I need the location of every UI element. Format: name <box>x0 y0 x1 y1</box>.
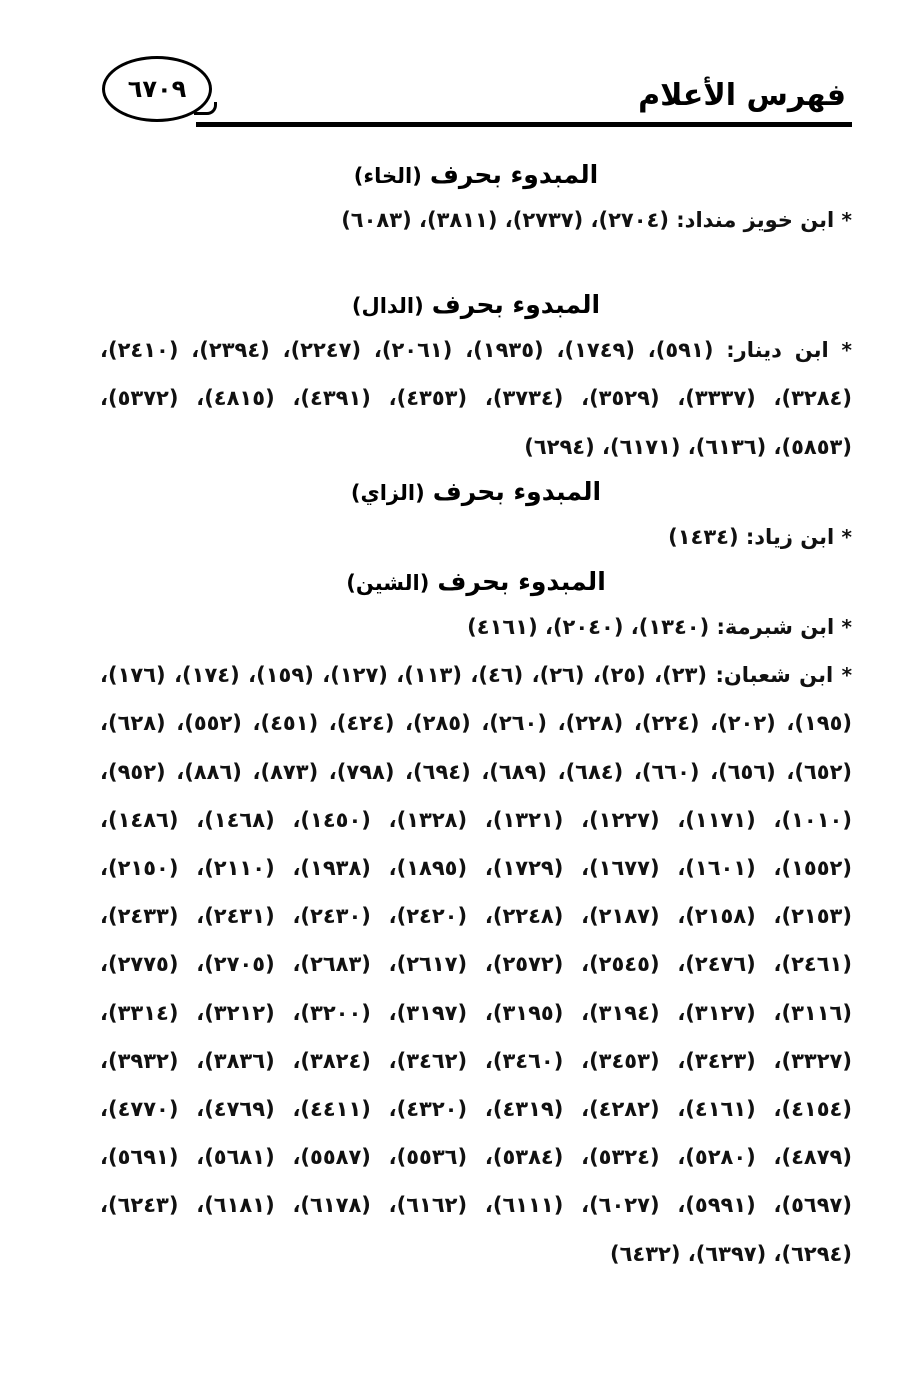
section-zay <box>100 471 852 561</box>
section-heading <box>100 561 852 603</box>
section-spacer <box>100 244 852 284</box>
section-heading <box>100 471 852 513</box>
entry-text: ابن دينار: (٥٩١)، (١٧٤٩)، (١٩٣٥)، (٢٠٦١)، (٢٢٤٧)، (٢٣٩٤)، (٢٤١٠)، (٣٢٨٤)، (٣٣٣٧)، (٣٥٢٩)، (٣٧٣٤)، (٤٣٥٣)، (٤٣٩١)، (٤٨١٥)، (٥٣٧٢)، (٥٨٥٣)، (٦١٣٦)، (٦١٧١)، (٦٢٩٤) <box>100 338 852 459</box>
entry-star-marker: * <box>841 524 852 549</box>
index-entry <box>100 603 852 651</box>
index-entry <box>100 196 852 244</box>
entry-text: ابن خويز منداد: (٢٧٠٤)، (٢٧٣٧)، (٣٨١١)، (٦٠٨٣) <box>341 208 835 232</box>
page-number-frame-tail <box>194 102 217 115</box>
entry-text: ابن شبرمة: (١٣٤٠)، (٢٠٤٠)، (٤١٦١) <box>467 615 835 640</box>
section-heading <box>100 284 852 326</box>
page-number-frame <box>102 56 212 122</box>
index-content <box>100 150 852 1278</box>
entry-star-marker: * <box>841 338 852 363</box>
section-dal <box>100 284 852 471</box>
entry-star-marker: * <box>841 663 853 688</box>
section-heading-main: المبدوء بحرف <box>432 476 602 506</box>
entry-text: ابن زياد: (١٤٣٤) <box>668 524 835 549</box>
section-heading-letter: (الدال) <box>351 294 424 319</box>
header-rule <box>196 122 852 127</box>
section-heading-letter: (الشين) <box>346 571 430 596</box>
running-title: فهرس الأعلام <box>638 78 846 113</box>
section-heading-main: المبدوء بحرف <box>431 290 601 320</box>
section-heading-letter: (الخاء) <box>353 164 422 188</box>
index-entry <box>100 326 852 471</box>
entry-star-marker: * <box>841 615 852 640</box>
index-entry <box>100 651 852 1278</box>
index-entry <box>100 513 852 561</box>
section-heading-main: المبدوء بحرف <box>437 567 606 597</box>
page-number: ٦٧٠٩ <box>127 75 187 103</box>
section-khaa <box>100 154 852 244</box>
section-sheen <box>100 561 852 1278</box>
section-heading-letter: (الزاي) <box>350 480 425 505</box>
section-heading-main: المبدوء بحرف <box>429 160 599 189</box>
page-header <box>96 56 852 128</box>
section-heading <box>100 154 852 196</box>
entry-star-marker: * <box>841 208 852 232</box>
entry-text: ابن شعبان: (٢٣)، (٢٥)، (٢٦)، (٤٦)، (١١٣)، (١٢٧)، (١٥٩)، (١٧٤)، (١٧٦)، (١٩٥)، (٢٠٢)، (٢٢٤)، (٢٢٨)، (٢٦٠)، (٢٨٥)، (٤٢٤)، (٤٥١)، (٥٥٢)، (٦٢٨)، (٦٥٢)، (٦٥٦)، (٦٦٠)، (٦٨٤)، (٦٨٩)، (٦٩٤)، (٧٩٨)، (٨٧٣)، (٨٨٦)، (٩٥٢)، (١٠١٠)، (١١٧١)، (١٢٢٧)، (١٣٢١)، (١٣٢٨)، (١٤٥٠)، (١٤٦٨)، (١٤٨٦)، (١٥٥٢)، (١٦٠١)، (١٦٧٧)، (١٧٢٩)، (١٨٩٥)، (١٩٣٨)، (٢١١٠)، (٢١٥٠)، (٢١٥٣)، (٢١٥٨)، (٢١٨٧)، (٢٢٤٨)، (٢٤٢٠)، (٢٤٣٠)، (٢٤٣١)، (٢٤٣٣)، (٢٤٦١)، (٢٤٧٦)، (٢٥٤٥)، (٢٥٧٢)، (٢٦١٧)، (٢٦٨٣)، (٢٧٠٥)، (٢٧٧٥)، (٣١١٦)، (٣١٢٧)، (٣١٩٤)، (٣١٩٥)، (٣١٩٧)، (٣٢٠٠)، (٣٢١٢)، (٣٣١٤)، (٣٣٢٧)، (٣٤٢٣)، (٣٤٥٣)، (٣٤٦٠)، (٣٤٦٢)، (٣٨٢٤)، (٣٨٣٦)، (٣٩٣٢)، (٤١٥٤)، (٤١٦١)، (٤٢٨٢)، (٤٣١٩)، (٤٣٢٠)، (٤٤١١)، (٤٧٦٩)، (٤٧٧٠)، (٤٨٧٩)، (٥٢٨٠)، (٥٣٢٤)، (٥٣٨٤)، (٥٥٣٦)، (٥٥٨٧)، (٥٦٨١)، (٥٦٩١)، (٥٦٩٧)، (٥٩٩١)، (٦٠٢٧)، (٦١١١)، (٦١٦٢)، (٦١٧٨)، (٦١٨١)، (٦٢٤٣)، (٦٢٩٤)، (٦٣٩٧)، (٦٤٣٢) <box>100 663 853 1266</box>
